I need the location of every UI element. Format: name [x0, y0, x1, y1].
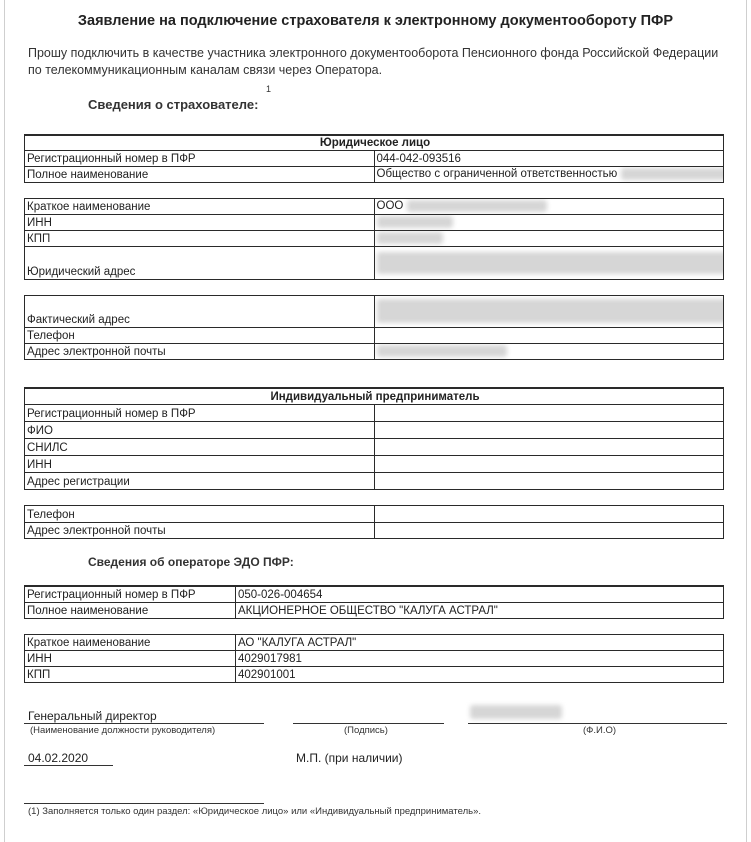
table-row: [25, 166, 724, 182]
reg-number-value: 044-042-093516: [374, 150, 724, 166]
table-row: [25, 489, 724, 505]
op-reg-number-label: Регистрационный номер в ПФР: [25, 586, 236, 602]
ip-snils-label: СНИЛС: [25, 438, 375, 455]
redacted-block: [621, 168, 723, 180]
table-row: [25, 522, 724, 538]
table-row: [25, 438, 724, 455]
footnote-separator: [24, 803, 264, 804]
redacted-block: [377, 345, 507, 357]
footnote-mark: 1: [266, 84, 272, 94]
redacted-block: [377, 299, 724, 323]
table-row: [25, 618, 724, 634]
op-inn-label: ИНН: [25, 650, 236, 666]
entrepreneur-header: Индивидуальный предприниматель: [25, 388, 724, 404]
op-short-name-value: АО "КАЛУГА АСТРАЛ": [236, 634, 724, 650]
redacted-block: [377, 216, 453, 228]
ip-phone-label: Телефон: [25, 505, 375, 522]
operator-table: [24, 585, 724, 683]
inn-cell: [374, 214, 724, 230]
table-row: [25, 214, 724, 230]
entrepreneur-header-row: [25, 388, 724, 404]
op-full-name-value: АКЦИОНЕРНОЕ ОБЩЕСТВО "КАЛУГА АСТРАЛ": [236, 602, 724, 618]
table-row: [25, 666, 724, 682]
fio-line: [468, 723, 727, 724]
inn-label: ИНН: [25, 214, 375, 230]
legal-address-cell: [374, 246, 724, 279]
table-row: [25, 650, 724, 666]
table-row: [25, 634, 724, 650]
short-name-label: Краткое наименование: [25, 198, 375, 214]
legal-address-label: Юридический адрес: [25, 246, 375, 279]
email-cell: [374, 343, 724, 359]
full-name-cell: [374, 166, 724, 182]
redacted-block: [377, 252, 724, 274]
op-kpp-value: 402901001: [236, 666, 724, 682]
redacted-block: [377, 232, 443, 244]
ip-fio-label: ФИО: [25, 421, 375, 438]
table-row: [25, 230, 724, 246]
table-row: [25, 343, 724, 359]
table-row: [25, 586, 724, 602]
insurer-section-heading: Сведения о страхователе:: [88, 97, 259, 112]
op-kpp-label: КПП: [25, 666, 236, 682]
table-row: [25, 455, 724, 472]
op-reg-number-value: 050-026-004654: [236, 586, 724, 602]
actual-address-label: Фактический адрес: [25, 295, 375, 327]
redacted-block: [407, 200, 547, 212]
table-row: [25, 404, 724, 421]
table-row: [25, 182, 724, 198]
op-inn-value: 4029017981: [236, 650, 724, 666]
legal-entity-header-row: [25, 135, 724, 150]
kpp-cell: [374, 230, 724, 246]
table-row: [25, 279, 724, 295]
legal-entity-table: [24, 134, 724, 360]
redacted-fio: [470, 705, 562, 719]
fio-caption: (Ф.И.О): [583, 725, 617, 736]
date-line: [24, 765, 113, 766]
document-title: Заявление на подключение страхователя к электронному документообороту ПФР: [77, 13, 674, 29]
op-short-name-label: Краткое наименование: [25, 634, 236, 650]
table-row: [25, 421, 724, 438]
signature-line: [293, 723, 444, 724]
stamp-note: М.П. (при наличии): [296, 751, 403, 765]
ip-inn-label: ИНН: [25, 455, 375, 472]
signature-caption: (Подпись): [344, 725, 388, 736]
ip-address-label: Адрес регистрации: [25, 472, 375, 489]
page-border-right: [746, 0, 747, 842]
position-value: Генеральный директор: [28, 709, 157, 723]
full-name-label: Полное наименование: [25, 166, 375, 182]
position-line: [24, 723, 264, 724]
page-border-left: [4, 0, 5, 842]
full-name-value: Общество с ограниченной ответственностью: [376, 168, 618, 181]
date-value: 04.02.2020: [28, 751, 89, 765]
table-row: [25, 602, 724, 618]
table-row: [25, 505, 724, 522]
intro-paragraph: Прошу подключить в качестве участника электронного документооборота Пенсионного фонда Российской Федерации по телекоммуникационным каналам связи через Оператора.: [28, 46, 719, 77]
op-full-name-label: Полное наименование: [25, 602, 236, 618]
table-row: [25, 295, 724, 327]
table-row: [25, 327, 724, 343]
email-label: Адрес электронной почты: [25, 343, 375, 359]
table-row: [25, 246, 724, 279]
ip-email-label: Адрес электронной почты: [25, 522, 375, 538]
footnote-text: (1) Заполняется только один раздел: «Юридическое лицо» или «Индивидуальный предприниматель».: [28, 806, 481, 817]
position-caption: (Наименование должности руководителя): [30, 725, 216, 736]
table-row: [25, 472, 724, 489]
ip-reg-number-label: Регистрационный номер в ПФР: [25, 404, 375, 421]
short-name-cell: [374, 198, 724, 214]
short-name-value: ООО: [376, 200, 404, 213]
actual-address-cell: [374, 295, 724, 327]
operator-section-heading: Сведения об операторе ЭДО ПФР:: [88, 555, 294, 569]
kpp-label: КПП: [25, 230, 375, 246]
phone-label: Телефон: [25, 327, 375, 343]
entrepreneur-table: [24, 387, 724, 539]
legal-entity-header: Юридическое лицо: [25, 135, 724, 150]
reg-number-label: Регистрационный номер в ПФР: [25, 150, 375, 166]
table-row: [25, 198, 724, 214]
table-row: [25, 150, 724, 166]
